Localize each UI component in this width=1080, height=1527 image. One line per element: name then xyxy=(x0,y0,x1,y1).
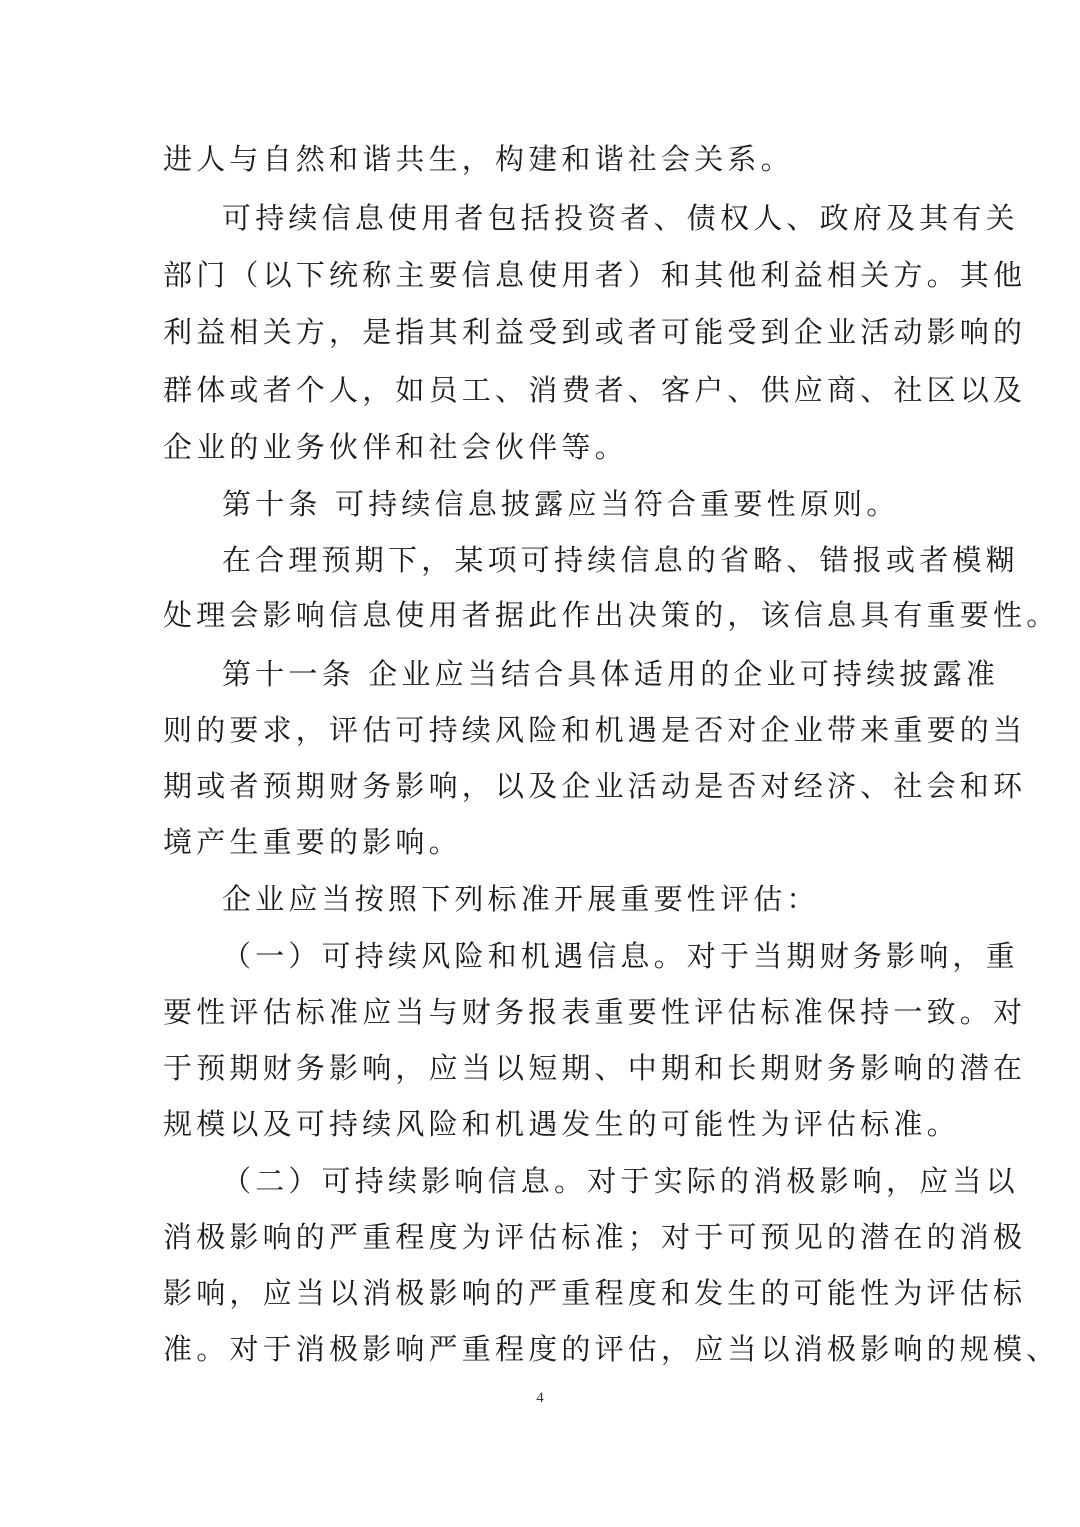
text-line: 于预期财务影响，应当以短期、中期和长期财务影响的潜在 xyxy=(163,1051,1027,1085)
text-line: 进人与自然和谐共生，构建和谐社会关系。 xyxy=(163,142,794,176)
text-line: 要性评估标准应当与财务报表重要性评估标准保持一致。对 xyxy=(163,995,1027,1029)
article-11-heading: 第十一条 企业应当结合具体适用的企业可持续披露准 xyxy=(222,657,1000,691)
list-item-1-start: （一）可持续风险和机遇信息。对于当期财务影响，重 xyxy=(222,939,1019,973)
text-line: 准。对于消极影响严重程度的评估，应当以消极影响的规模、 xyxy=(163,1332,1060,1366)
text-line: 群体或者个人，如员工、消费者、客户、供应商、社区以及 xyxy=(163,373,1027,407)
page-number: 4 xyxy=(536,1390,544,1406)
text-line: 则的要求，评估可持续风险和机遇是否对企业带来重要的当 xyxy=(163,713,1027,747)
text-line: 消极影响的严重程度为评估标准；对于可预见的潜在的消极 xyxy=(163,1220,1027,1254)
article-10-heading: 第十条 可持续信息披露应当符合重要性原则。 xyxy=(222,487,900,521)
text-line: 影响，应当以消极影响的严重程度和发生的可能性为评估标 xyxy=(163,1276,1027,1310)
text-line: 处理会影响信息使用者据此作出决策的，该信息具有重要性。 xyxy=(163,598,1060,632)
text-line: 规模以及可持续风险和机遇发生的可能性为评估标准。 xyxy=(163,1107,960,1141)
text-line: 期或者预期财务影响，以及企业活动是否对经济、社会和环 xyxy=(163,769,1027,803)
list-item-2-start: （二）可持续影响信息。对于实际的消极影响，应当以 xyxy=(222,1164,1019,1198)
text-line: 利益相关方，是指其利益受到或者可能受到企业活动影响的 xyxy=(163,315,1027,349)
text-line: 部门（以下统称主要信息使用者）和其他利益相关方。其他 xyxy=(163,258,1027,292)
text-line: 企业的业务伙伴和社会伙伴等。 xyxy=(163,430,628,464)
paragraph-start: 企业应当按照下列标准开展重要性评估： xyxy=(222,882,820,916)
paragraph-start: 可持续信息使用者包括投资者、债权人、政府及其有关 xyxy=(222,201,1019,235)
text-line: 境产生重要的影响。 xyxy=(163,825,462,859)
paragraph-start: 在合理预期下，某项可持续信息的省略、错报或者模糊 xyxy=(222,543,1019,577)
